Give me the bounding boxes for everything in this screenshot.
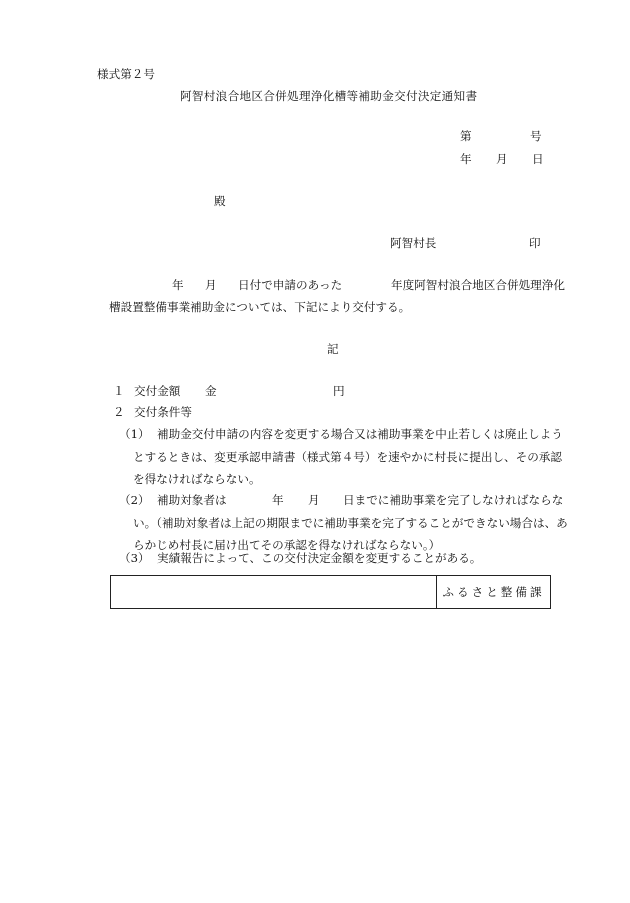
- condition-2-number: （2）: [119, 493, 150, 507]
- date-month: 月: [496, 152, 508, 166]
- ki-heading: 記: [327, 342, 339, 356]
- department-table: [110, 575, 551, 609]
- document-title: 阿智村浪合地区合併処理浄化槽等補助金交付決定通知書: [180, 89, 478, 103]
- condition-2-text-b: 日までに補助事業を完了しなければならない。（補助対象者は上記の期限までに補助事業を完了することができない場合は、あらかじめ村長に届け出てその承認を得なければならない。）: [133, 493, 568, 552]
- intro-line1-tail: 年度阿智村浪合地区合併処理浄化: [391, 278, 565, 292]
- condition-1-text: 補助金交付申請の内容を変更する場合又は補助事業を中止若しくは廃止しようとするときは、変更承認申請書（様式第４号）を速やかに村長に提出し、その承認を得なければならない。: [133, 427, 563, 486]
- intro-day-text: 日付で申請のあった: [238, 278, 343, 292]
- intro-month: 月: [205, 278, 217, 292]
- form-number: 様式第２号: [97, 67, 155, 81]
- item1-en: 円: [333, 384, 345, 398]
- condition-3-number: （3）: [119, 551, 150, 565]
- intro-year: 年: [172, 278, 184, 292]
- doc-number-suffix: 号: [530, 129, 542, 143]
- item1-kin: 金: [205, 384, 217, 398]
- condition-2-month: 月: [308, 493, 320, 507]
- item1-number: １: [113, 384, 125, 398]
- recipient-suffix: 殿: [214, 194, 226, 208]
- doc-number-prefix: 第: [460, 129, 472, 143]
- date-year: 年: [460, 152, 472, 166]
- condition-1-number: （1）: [119, 427, 150, 441]
- date-day: 日: [532, 152, 544, 166]
- condition-2-year: 年: [272, 493, 284, 507]
- item1-label: 交付金額: [134, 384, 181, 398]
- intro-line2: 槽設置整備事業補助金については、下記により交付する。: [109, 300, 411, 314]
- condition-2-text-a: 補助対象者は: [157, 493, 227, 507]
- issuer-seal: 印: [529, 236, 541, 250]
- condition-3-text: 実績報告によって、この交付決定金額を変更することがある。: [157, 551, 482, 565]
- issuer-name: 阿智村長: [390, 236, 437, 250]
- department-cell: ふるさと整備課: [436, 576, 550, 608]
- item2-number: ２: [113, 405, 125, 419]
- item2-label: 交付条件等: [134, 405, 192, 419]
